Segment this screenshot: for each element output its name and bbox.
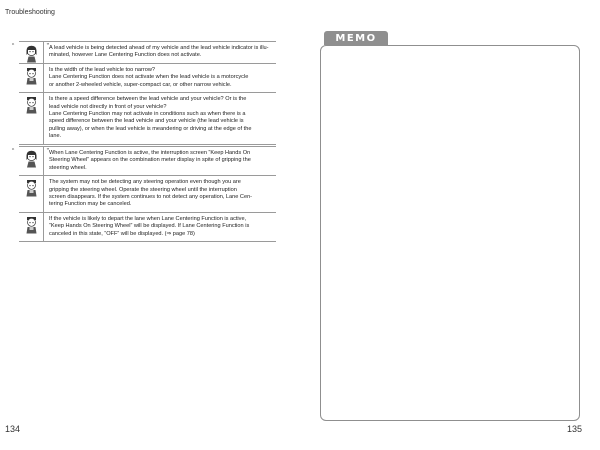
girl-character-icon: “ ” xyxy=(19,147,44,175)
answer-row xyxy=(19,176,276,213)
qa-block-2 xyxy=(12,146,276,242)
question-row xyxy=(12,147,276,176)
question-text: When Lane Centering Function is active, the interruption screen “Keep Hands On Steering Wheel” appears on the combination meter display in spite of gripping the steering wheel. xyxy=(49,150,251,171)
boy-character-icon xyxy=(19,64,44,92)
answer-row xyxy=(19,213,276,242)
page-number-right: 135 xyxy=(567,424,583,434)
question-row xyxy=(12,42,276,64)
memo-tab xyxy=(324,31,388,45)
answer-text: Is there a speed difference between the lead vehicle and your vehicle? Or is the lead vehicle not directly in front of your vehicle? Lane Centering Function may not activate in conditions such as when there is a speed difference between the lead vehicle and your vehicle (the lead vehicle is pulling away), or when the lead vehicle is meandering or driving at the edge of the lane. xyxy=(49,96,252,140)
boy-character-icon xyxy=(19,176,44,212)
memo-area xyxy=(320,45,580,421)
memo-label: MEMO xyxy=(335,32,377,44)
answer-text: If the vehicle is likely to depart the lane when Lane Centering Function is active, “Keep Hands On Steering Wheel” will be displayed. If Lane Centering Function is canceled in this state, “OFF” will be displayed. (⇒ page 78) xyxy=(49,215,250,237)
answer-text: Is the width of the lead vehicle too narrow? Lane Centering Function does not activate when the lead vehicle is a motorcycle or another 2-wheeled vehicle, super-compact car, or other narrow vehicle. xyxy=(49,67,249,88)
page-number-left: 134 xyxy=(5,424,21,434)
answer-row xyxy=(19,93,276,144)
section-header: Troubleshooting xyxy=(5,9,55,16)
girl-character-icon: “ ” xyxy=(19,42,44,63)
boy-character-icon xyxy=(19,93,44,143)
boy-character-icon xyxy=(19,213,44,241)
answer-text: The system may not be detecting any steering operation even though you are gripping the steering wheel. Operate the steering wheel until the interruption screen disappears. If the system continues to not detect any operation, Lane Cen- tering Function may be canceled. xyxy=(49,179,253,208)
answer-row xyxy=(19,64,276,93)
question-text: A lead vehicle is being detected ahead of my vehicle and the lead vehicle indicator is illu- minated, however Lane Centering Function does not activate. xyxy=(49,45,269,59)
qa-block-1 xyxy=(12,41,276,145)
